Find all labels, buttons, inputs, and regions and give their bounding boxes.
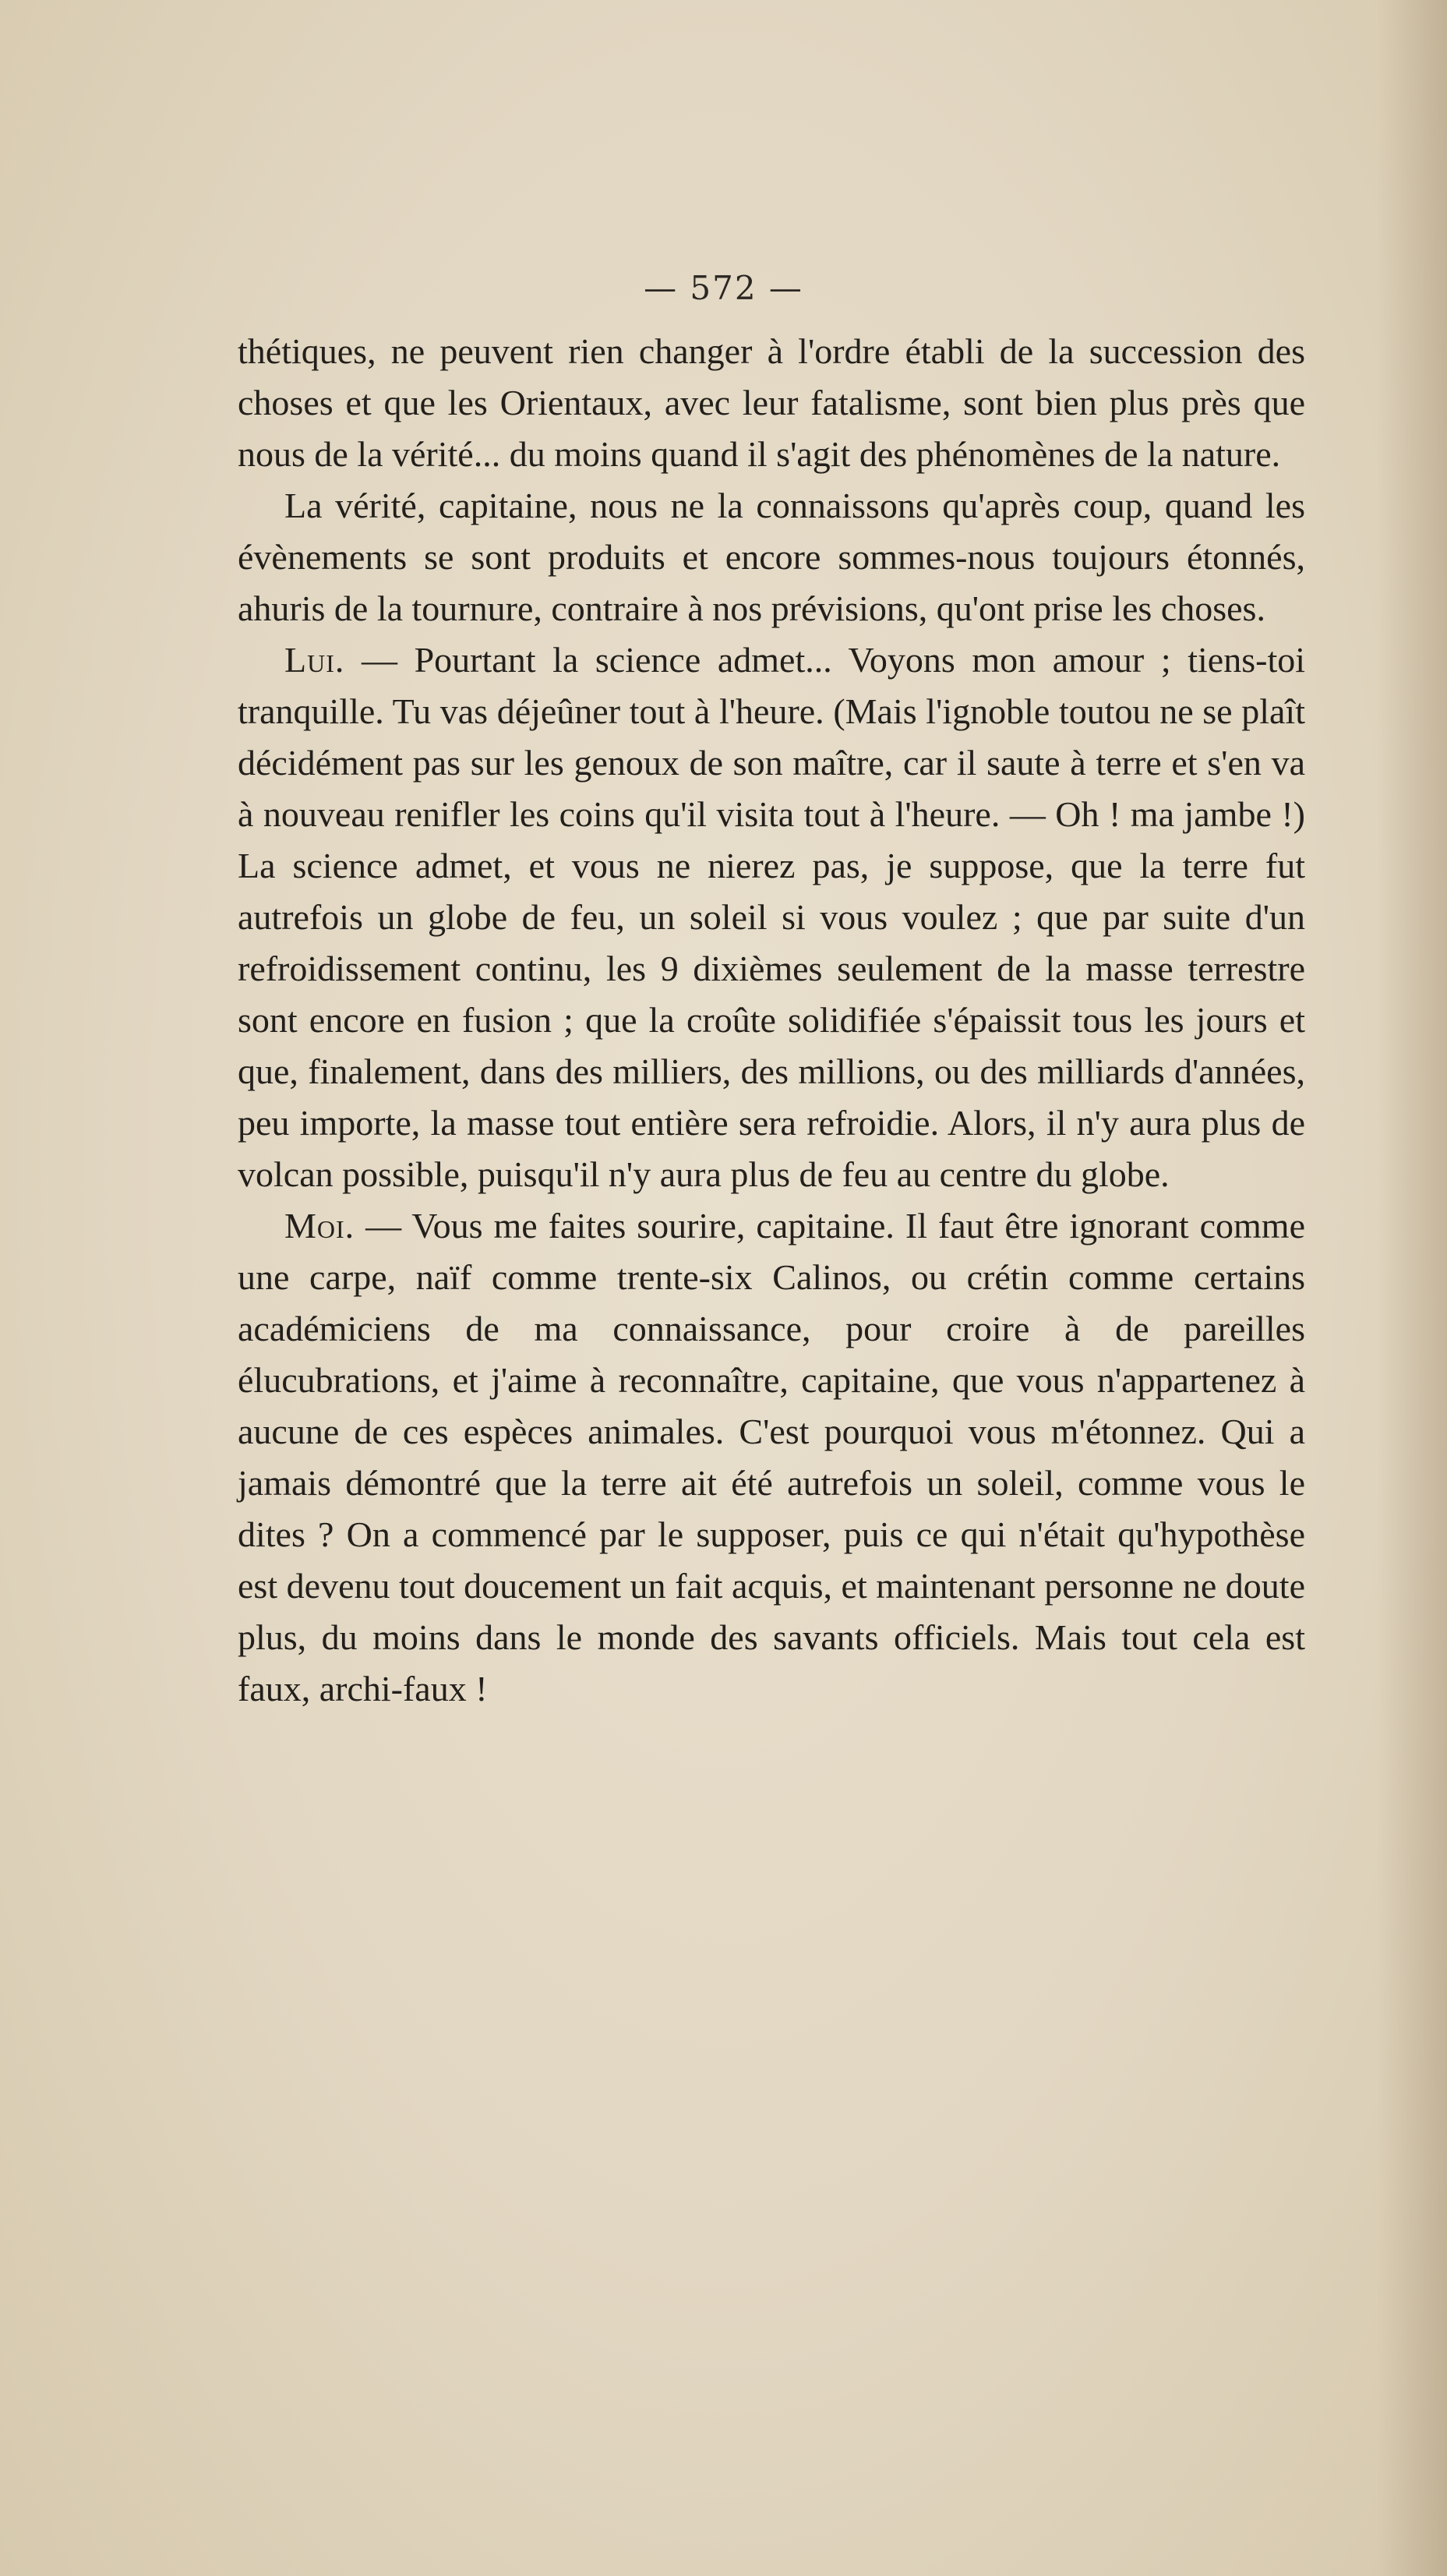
paragraph-4 xyxy=(238,1200,1305,1715)
page-body xyxy=(238,326,1305,1715)
page-number: — 572 — xyxy=(644,269,803,307)
paragraph-3 xyxy=(238,634,1305,1200)
paragraph-3-text: — Pourtant la science admet... Voyons mon amour ; tiens-toi tranquille. Tu vas déjeûner tout à l'heure. (Mais l'ignoble toutou ne se plaît décidément pas sur les genoux de son maître, car il saute à terre et s'en va à nouveau renifler les coins qu'il visita tout à l'heure. — Oh ! ma jambe !) La science admet, et vous ne nierez pas, je suppose, que la terre fut autrefois un globe de feu, un soleil si vous voulez ; que par suite d'un refroidissement continu, les 9 dixièmes seulement de la masse terrestre sont encore en fusion ; que la croûte solidifiée s'épaissit tous les jours et que, finalement, dans des milliers, des millions, ou des milliards d'années, peu importe, la masse tout entière sera refroidie. Alors, il n'y aura plus de volcan possible, puisqu'il n'y aura plus de feu au centre du globe. xyxy=(238,640,1305,1194)
paragraph-1: thétiques, ne peuvent rien changer à l'ordre établi de la succession des choses et que les Orientaux, avec leur fatalisme, sont bien plus près que nous de la vérité... du moins quand il s'agit des phénomènes de la nature. xyxy=(238,331,1305,474)
paragraph-2: La vérité, capitaine, nous ne la connaissons qu'après coup, quand les évènements se sont produits et encore sommes-nous toujours étonnés, ahuris de la tournure, contraire à nos prévisions, qu'ont prise les choses. xyxy=(238,486,1305,628)
speaker-moi: Moi. xyxy=(284,1206,355,1246)
paragraph-4-text: — Vous me faites sourire, capitaine. Il faut être ignorant comme une carpe, naïf comme trente-six Calinos, ou crétin comme certains académiciens de ma connaissance, pour croire à de pareilles élucubrations, et j'aime à reconnaître, capitaine, que vous n'appartenez à aucune de ces espèces animales. C'est pourquoi vous m'étonnez. Qui a jamais démontré que la terre ait été autrefois un soleil, comme vous le dites ? On a commencé par le supposer, puis ce qui n'était qu'hypothèse est devenu tout doucement un fait acquis, et maintenant personne ne doute plus, du moins dans le monde des savants officiels. Mais tout cela est faux, archi-faux ! xyxy=(238,1206,1305,1708)
page-edge-shadow xyxy=(1377,0,1447,2576)
speaker-lui: Lui. xyxy=(284,640,345,680)
